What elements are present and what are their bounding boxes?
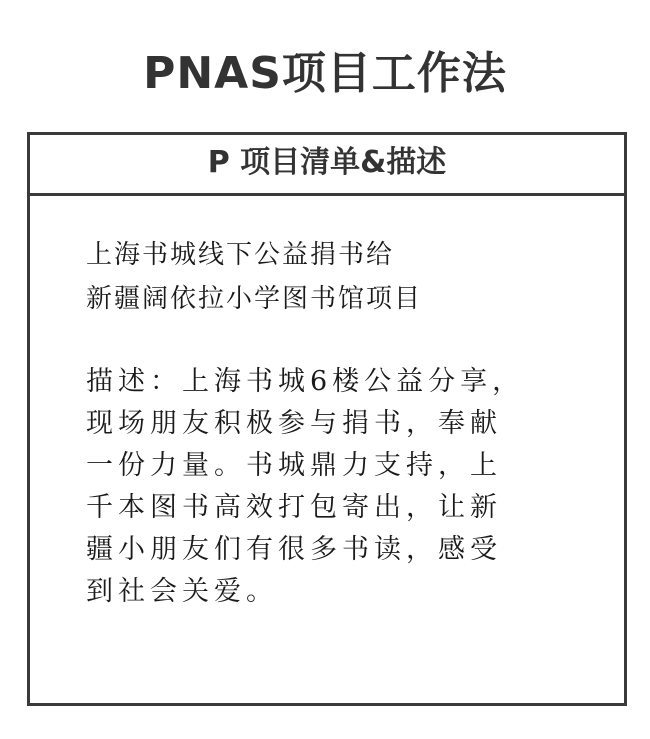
project-line: 新疆阔依拉小学图书馆项目 (86, 284, 423, 314)
description-line: 描述：上海书城6楼公益分享， (86, 366, 525, 397)
paragraph-gap (86, 321, 606, 361)
description-line: 一份力量。书城鼎力支持，上 (86, 450, 502, 481)
description-line: 现场朋友积极参与捐书，奉献 (86, 408, 502, 439)
project-line: 上海书城线下公益捐书给 (86, 240, 395, 270)
section-header: P 项目清单&描述 (30, 135, 624, 196)
description-line: 千本图书高效打包寄出，让新 (86, 492, 502, 523)
page-title: PNAS项目工作法 (143, 48, 507, 99)
description-line: 到社会关爱。 (86, 576, 278, 607)
handwritten-notes (86, 233, 606, 613)
project-card (27, 132, 627, 706)
description-line: 疆小朋友们有很多书读，感受 (86, 534, 502, 565)
